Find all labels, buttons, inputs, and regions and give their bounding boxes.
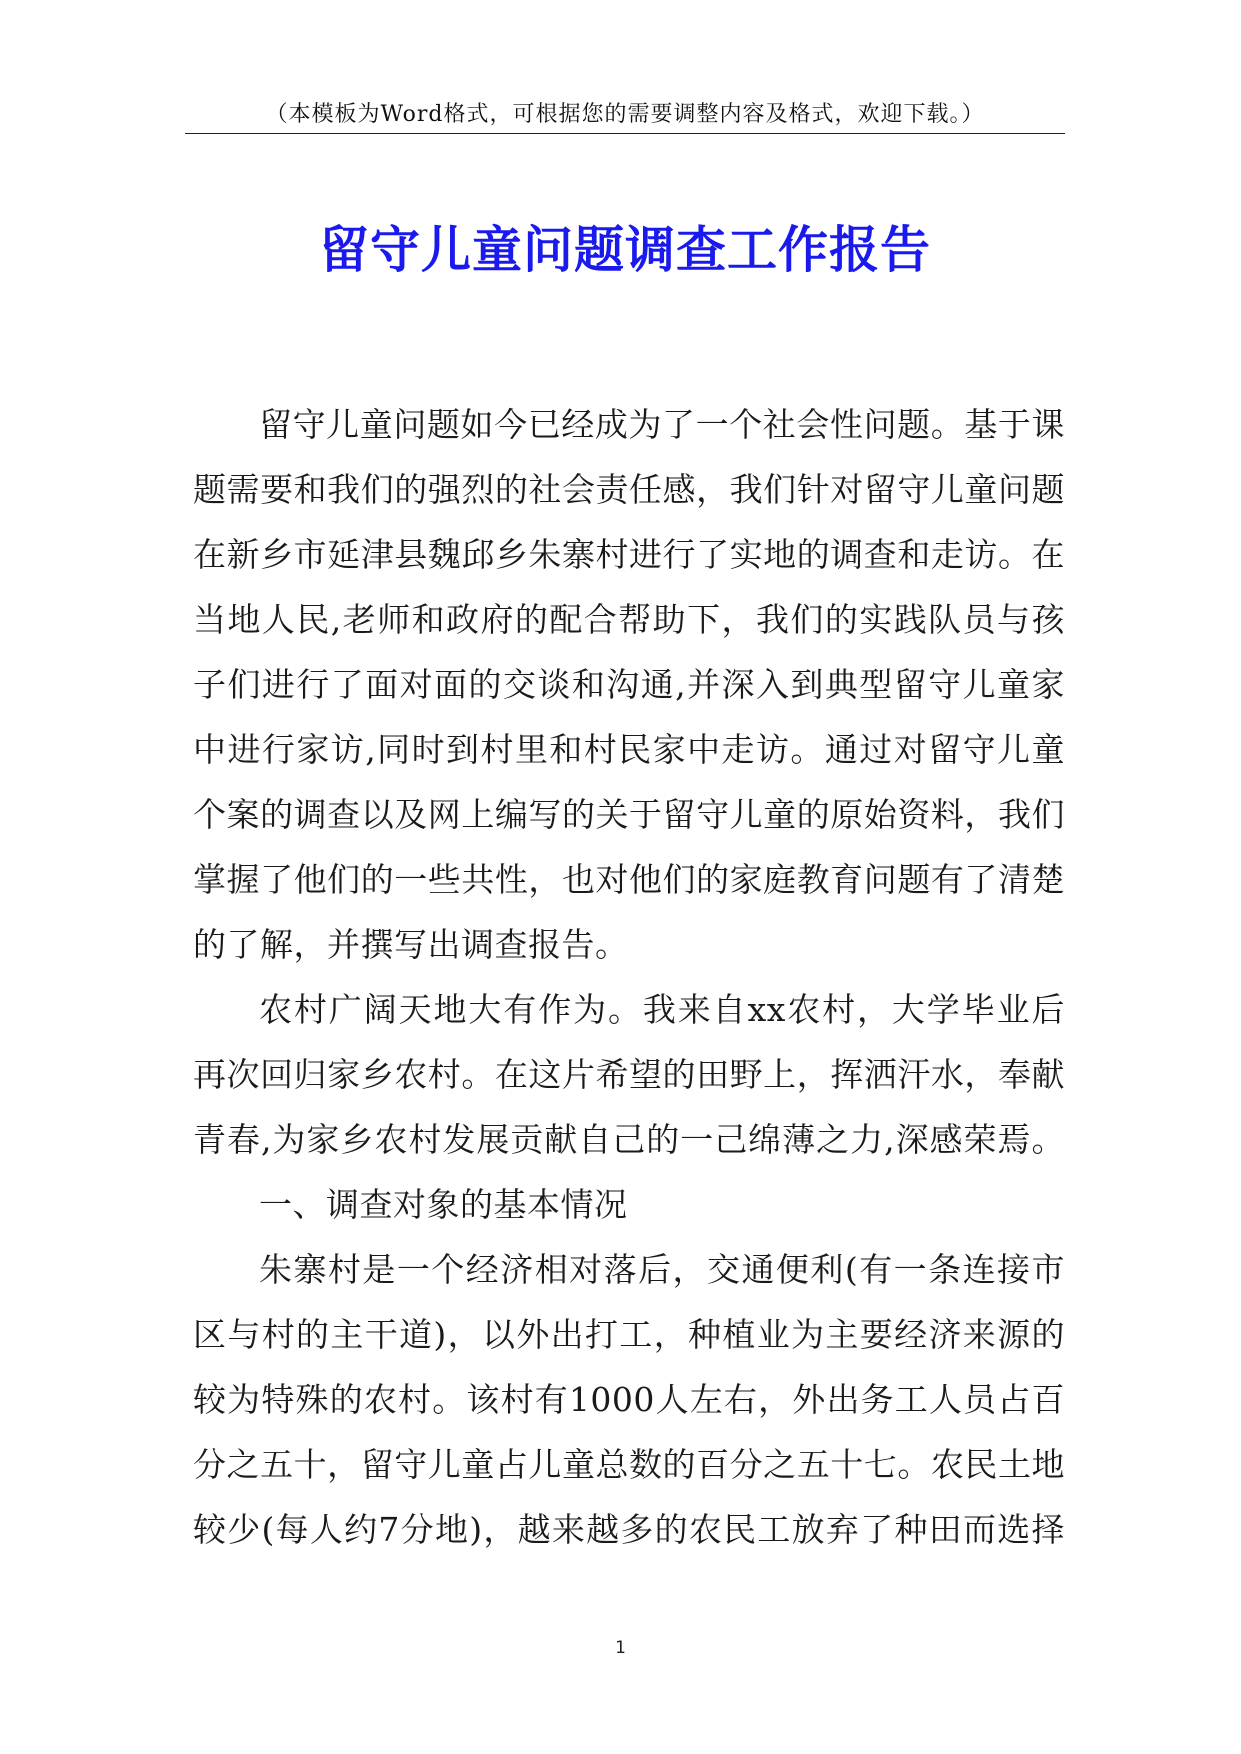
body-line: 个案的调查以及网上编写的关于留守儿童的原始资料，我们 [193,795,1065,834]
body-line: 留守儿童问题如今已经成为了一个社会性问题。基于课 [259,405,1065,444]
body-line: 分之五十，留守儿童占儿童总数的百分之五十七。农民土地 [193,1445,1065,1484]
body-line: 的了解，并撰写出调查报告。 [193,925,629,964]
document-title: 留守儿童问题调查工作报告 [319,220,931,279]
body-line: 在新乡市延津县魏邱乡朱寨村进行了实地的调查和走访。在 [193,535,1065,574]
body-line: 区与村的主干道)，以外出打工，种植业为主要经济来源的 [193,1315,1065,1354]
page-number: 1 [615,1638,626,1658]
body-line: 较少(每人约7分地)，越来越多的农民工放弃了种田而选择 [193,1510,1065,1549]
body-line: 掌握了他们的一些共性，也对他们的家庭教育问题有了清楚 [193,860,1065,899]
section-heading: 一、调查对象的基本情况 [259,1185,628,1224]
body-line: 朱寨村是一个经济相对落后，交通便利(有一条连接市 [259,1250,1065,1289]
header-divider [185,133,1065,134]
document-body [193,392,1065,1562]
body-line: 青春,为家乡农村发展贡献自己的一己绵薄之力,深感荣焉。 [193,1120,1065,1159]
body-line: 再次回归家乡农村。在这片希望的田野上，挥洒汗水，奉献 [193,1055,1065,1094]
body-line: 较为特殊的农村。该村有1000人左右，外出务工人员占百 [193,1380,1065,1419]
body-line: 农村广阔天地大有作为。我来自xx农村，大学毕业后 [259,990,1065,1029]
template-header-note: （本模板为Word格式，可根据您的需要调整内容及格式，欢迎下载。） [265,102,985,127]
body-line: 子们进行了面对面的交谈和沟通,并深入到典型留守儿童家 [193,665,1065,704]
body-line: 中进行家访,同时到村里和村民家中走访。通过对留守儿童 [193,730,1065,769]
body-line: 题需要和我们的强烈的社会责任感，我们针对留守儿童问题 [193,470,1065,509]
body-line: 当地人民,老师和政府的配合帮助下，我们的实践队员与孩 [193,600,1065,639]
